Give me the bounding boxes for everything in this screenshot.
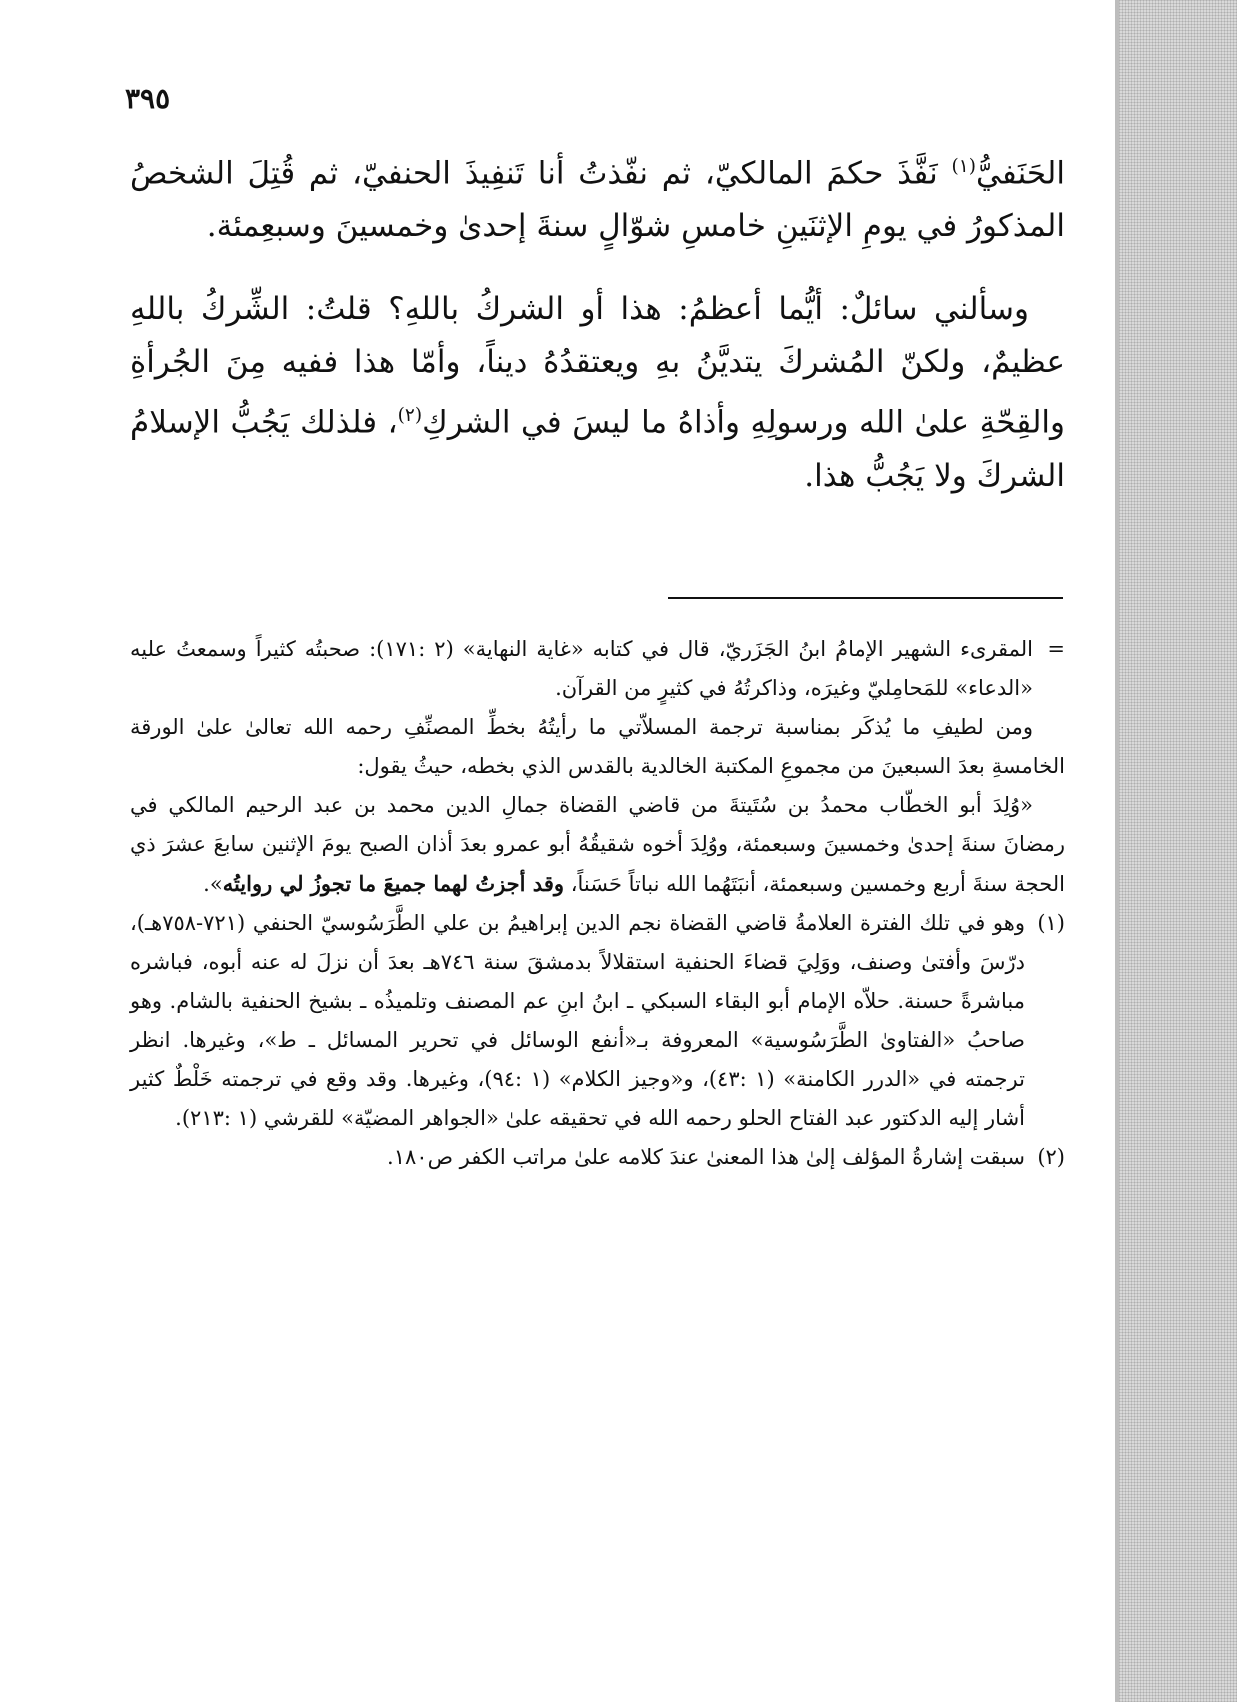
continuation-mark: =: [1047, 637, 1065, 661]
footnote-paragraph: ومن لطيفِ ما يُذكَر بمناسبة ترجمة المسلاّتي ما رأيتُهُ بخطِّ المصنِّفِ رحمه الله تعالىٰ علىٰ الورقة الخامسةِ بعدَ السبعينَ من مجموعِ المكتبة الخالدية بالقدس الذي بخطه، حيثُ يقول:: [130, 715, 1065, 778]
footnote-ref-1[interactable]: (١): [951, 156, 977, 177]
main-paragraph-1: [130, 140, 1065, 253]
footnote-quote-bold: وقد أجزتُ لهما جميعَ ما تجوزُ لي روايتُه: [222, 871, 565, 896]
footnote-1-number: (١): [1037, 911, 1065, 935]
footnote-2-number: (٢): [1037, 1145, 1065, 1169]
main-text: [130, 140, 1065, 503]
main-paragraph-1-start: الحَنَفيُّ: [976, 155, 1065, 192]
main-paragraph-1-end: نَفَّذَ حكمَ المالكيّ، ثم نفّذتُ أنا تَنفِيذَ الحنفيّ، ثم قُتِلَ الشخصُ المذكورُ في يومِ الإثنَينِ خامسِ شوّالٍ سنةَ إحدىٰ وخمسينَ وسبعِمئة.: [130, 155, 1065, 245]
footnote-ref-2[interactable]: (٢): [397, 405, 423, 427]
footnote-quote-start: «وُلِدَ أبو الخطّاب محمدُ بن سُتَيتةَ من قاضي القضاة جمالِ الدين محمد بن عبد الرحيم المالكي في رمضانَ سنةَ إحدىٰ وخمسينَ وسبعمئة، ووُلِدَ أخوه شقيقُهُ أبو عمرو بعدَ أذان الصبح يومَ الإثنين سابعَ عشرَ ذي الحجة سنةَ أربع وخمسين وسبعمئة، أنبَتَهُما الله نباتاً حَسَناً،: [130, 793, 1065, 896]
main-paragraph-2: [130, 283, 1065, 502]
footnote-quote-end: ».: [203, 872, 223, 896]
footnote-divider: [668, 597, 1063, 599]
main-paragraph-2-start: وسألني سائلٌ: أيُّما أعظمُ: هذا أو الشركُ باللهِ؟ قلتُ: الشِّركُ باللهِ عظيمٌ، ولكنّ المُشركَ يتديَّنُ بهِ ويعتقدُهُ ديناً، وأمّا هذا ففيه مِنَ الجُرأةِ والقِحّةِ علىٰ الله ورسولِهِ وأذاهُ ما ليسَ في الشركِ: [130, 291, 1065, 441]
footnote-continuation: [130, 630, 1065, 708]
footnote-2-text: سبقت إشارةُ المؤلف إلىٰ هذا المعنىٰ عندَ كلامه علىٰ مراتب الكفر ص١٨٠.: [387, 1145, 1025, 1169]
footnotes: [130, 630, 1065, 1177]
footnote-continuation-text: المقرىء الشهير الإمامُ ابنُ الجَزَريّ، قال في كتابه «غاية النهاية» (٢ :١٧١): صحبتُه كثيراً وسمعتُ عليه «الدعاء» للمَحامِليّ وغيرَه، وذاكرتُهُ في كثيرٍ من القرآن.: [130, 637, 1033, 700]
scan-edge: [1119, 0, 1237, 1702]
main-paragraph-2-end: ، فلذلك يَجُبُّ الإسلامُ الشركَ ولا يَجُبُّ هذا.: [130, 404, 1065, 494]
footnote-2: [130, 1138, 1065, 1177]
footnote-1: [130, 904, 1065, 1138]
footnote-quote: [130, 786, 1065, 904]
footnote-1-text: وهو في تلك الفترة العلامةُ قاضي القضاة نجم الدين إبراهيمُ بن علي الطَّرَسُوسيّ الحنفي (٧٢١-٧٥٨هـ)، درّسَ وأفتىٰ وصنف، ووَلِيَ قضاءَ الحنفية استقلالاً بدمشقَ سنة ٧٤٦هـ بعدَ أن نزلَ له عنه أبوه، فباشره مباشرةً حسنة. حلاّه الإمام أبو البقاء السبكي ـ ابنُ ابنِ عم المصنف وتلميذُه ـ بشيخ الحنفية بالشام. وهو صاحبُ «الفتاوىٰ الطَّرَسُوسية» المعروفة بـ«أنفع الوسائل في تحرير المسائل ـ ط»، وغيرها. انظر ترجمته في «الدرر الكامنة» (١ :٤٣)، و«وجيز الكلام» (١ :٩٤)، وغيرها. وقد وقع في ترجمته خَلْطٌ كثير أشار إليه الدكتور عبد الفتاح الحلو رحمه الله في تحقيقه علىٰ «الجواهر المضيّة» للقرشي (١ :٢١٣).: [130, 911, 1026, 1130]
page-number: ٣٩٥: [125, 82, 171, 115]
